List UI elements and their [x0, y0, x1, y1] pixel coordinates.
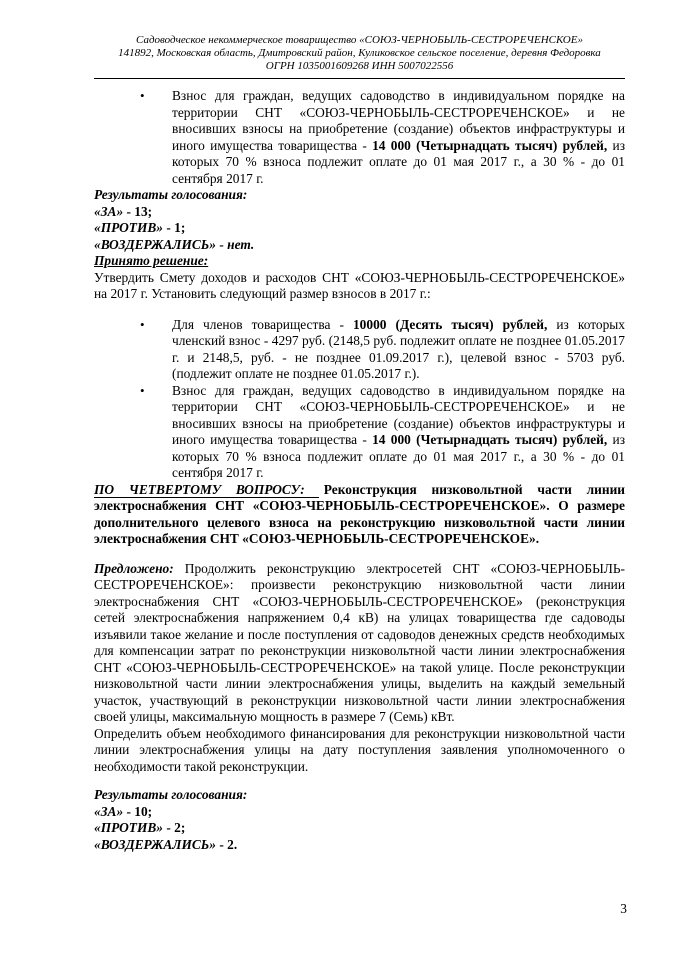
list-item	[94, 88, 625, 187]
proposal-paragraph-2: Определить объем необходимого финансирования для реконструкции низковольтной части линии электроснабжения улицы на дату поступления заявления уполномоченного о необходимости такой реконструкции.	[94, 725, 625, 774]
vote-row-against: «ПРОТИВ» - 1;	[94, 220, 186, 235]
decision-title: Принято решение:	[94, 253, 209, 268]
bullet-icon: •	[140, 88, 145, 103]
list-item-member-fee	[94, 317, 625, 383]
vote-results-question4	[94, 787, 625, 853]
org-name: Садоводческое некоммерческое товарищество «СОЮЗ-ЧЕРНОБЫЛЬ-СЕСТРОРЕЧЕНСКОЕ»	[136, 34, 583, 46]
decision-body: Утвердить Смету доходов и расходов СНТ «СОЮЗ-ЧЕРНОБЫЛЬ-СЕСТРОРЕЧЕНСКОЕ» на 2017 г. Установить следующий размер взносов в 2017 г.:	[94, 269, 625, 301]
bullet-icon: •	[140, 316, 145, 332]
org-header	[94, 34, 625, 73]
fee-text-pre: Взнос для граждан, ведущих садоводство в индивидуальном порядке на территории СНТ «СОЮЗ-ЧЕРНОБЫЛЬ-СЕСТРОРЕЧЕНСКОЕ» и не вносивших взносы на приобретение (создание) объектов инфраструктуры и иного имущества товарищества -	[172, 382, 625, 447]
vote-row-abstained: «ВОЗДЕРЖАЛИСЬ» - 2.	[94, 836, 238, 852]
fee-amount: 14 000 (Четырнадцать тысяч) рублей,	[372, 137, 608, 153]
fee-text-post: из которых 70 % взноса подлежит оплате до 01 мая 2017 г., а 30 % - до 01 сентября 2017 г.	[172, 432, 625, 480]
fee-text-post: из которых 70 % взноса подлежит оплате до 01 мая 2017 г., а 30 % - до 01 сентября 2017 г.	[172, 137, 625, 186]
org-registration: ОГРН 1035001609268 ИНН 5007022556	[265, 60, 454, 72]
proposal-lead: Предложено:	[94, 560, 174, 576]
fee-amount: 10000 (Десять тысяч) рублей,	[352, 316, 548, 332]
vote-row-for: «ЗА» - 10;	[94, 803, 153, 819]
bullet-icon: •	[140, 382, 145, 398]
proposal-paragraph	[94, 561, 625, 726]
vote-results-question3	[94, 187, 625, 253]
fee-text-pre: Взнос для граждан, ведущих садоводство в индивидуальном порядке на территории СНТ «СОЮЗ-ЧЕРНОБЫЛЬ-СЕСТРОРЕЧЕНСКОЕ» и не вносивших взносы на приобретение (создание) объектов инфраструктуры и иного имущества товарищества -	[172, 88, 625, 153]
vote-results-title: Результаты голосования:	[94, 787, 248, 802]
fee-amount: 14 000 (Четырнадцать тысяч) рублей,	[372, 432, 608, 447]
individual-fee-list	[94, 88, 625, 187]
fees-list	[94, 317, 625, 482]
org-address: 141892, Московская область, Дмитровский район, Куликовское сельское поселение, деревня Федоровка	[118, 47, 601, 59]
page-number: 3	[620, 901, 627, 916]
question4-heading	[94, 482, 625, 548]
vote-row-against: «ПРОТИВ» - 2;	[94, 820, 186, 835]
question4-title: ПО ЧЕТВЕРТОМУ ВОПРОСУ:	[94, 482, 319, 498]
vote-results-title: Результаты голосования:	[94, 187, 248, 202]
vote-row-for: «ЗА» - 13;	[94, 203, 153, 219]
list-item-individual-fee	[94, 383, 625, 482]
header-divider	[94, 78, 625, 79]
vote-row-abstained: «ВОЗДЕРЖАЛИСЬ» - нет.	[94, 236, 255, 252]
proposal-body: Продолжить реконструкцию электросетей СНТ «СОЮЗ-ЧЕРНОБЫЛЬ-СЕСТРОРЕЧЕНСКОЕ»: произвести реконструкцию низковольтной части линии электроснабжения СНТ «СОЮЗ-ЧЕРНОБЫЛЬ-СЕСТРОРЕЧЕНСКОЕ» (реконструкция сетей электроснабжения напряжением 0,4 кВ) на улицах товарищества где садоводы изъявили такое желание и после поступления от садоводов денежных средств необходимых для компенсации затрат по реконструкции низковольтной части линии электроснабжения СНТ «СОЮЗ-ЧЕРНОБЫЛЬ-СЕСТРОРЕЧЕНСКОЕ» на такой улице. После реконструкции низковольтной части линии электроснабжения улицы, выделить на каждый земельный участок, участвующий в реконструкции низковольтной части линии электроснабжения своей улицы, максимальную мощность в размере 7 (Семь) кВт.	[94, 560, 625, 724]
fee-text-post: из которых членский взнос - 4297 руб. (2148,5 руб. подлежит оплате не позднее 01.05.2017 г. и 2148,5, руб. - не позднее 01.09.2017 г.), целевой взнос - 5703 руб. (подлежит оплате не позднее 01.05.2017 г.).	[172, 316, 625, 381]
question4-subject: Реконструкция низковольтной части линии электроснабжения СНТ «СОЮЗ-ЧЕРНОБЫЛЬ-СЕСТРОРЕЧЕНСКОЕ». О размере дополнительного целевого взноса на реконструкцию низковольтной части линии электроснабжения СНТ «СОЮЗ-ЧЕРНОБЫЛЬ-СЕСТРОРЕЧЕНСКОЕ».	[94, 481, 626, 546]
fee-text-pre: Для членов товарищества -	[172, 316, 353, 332]
